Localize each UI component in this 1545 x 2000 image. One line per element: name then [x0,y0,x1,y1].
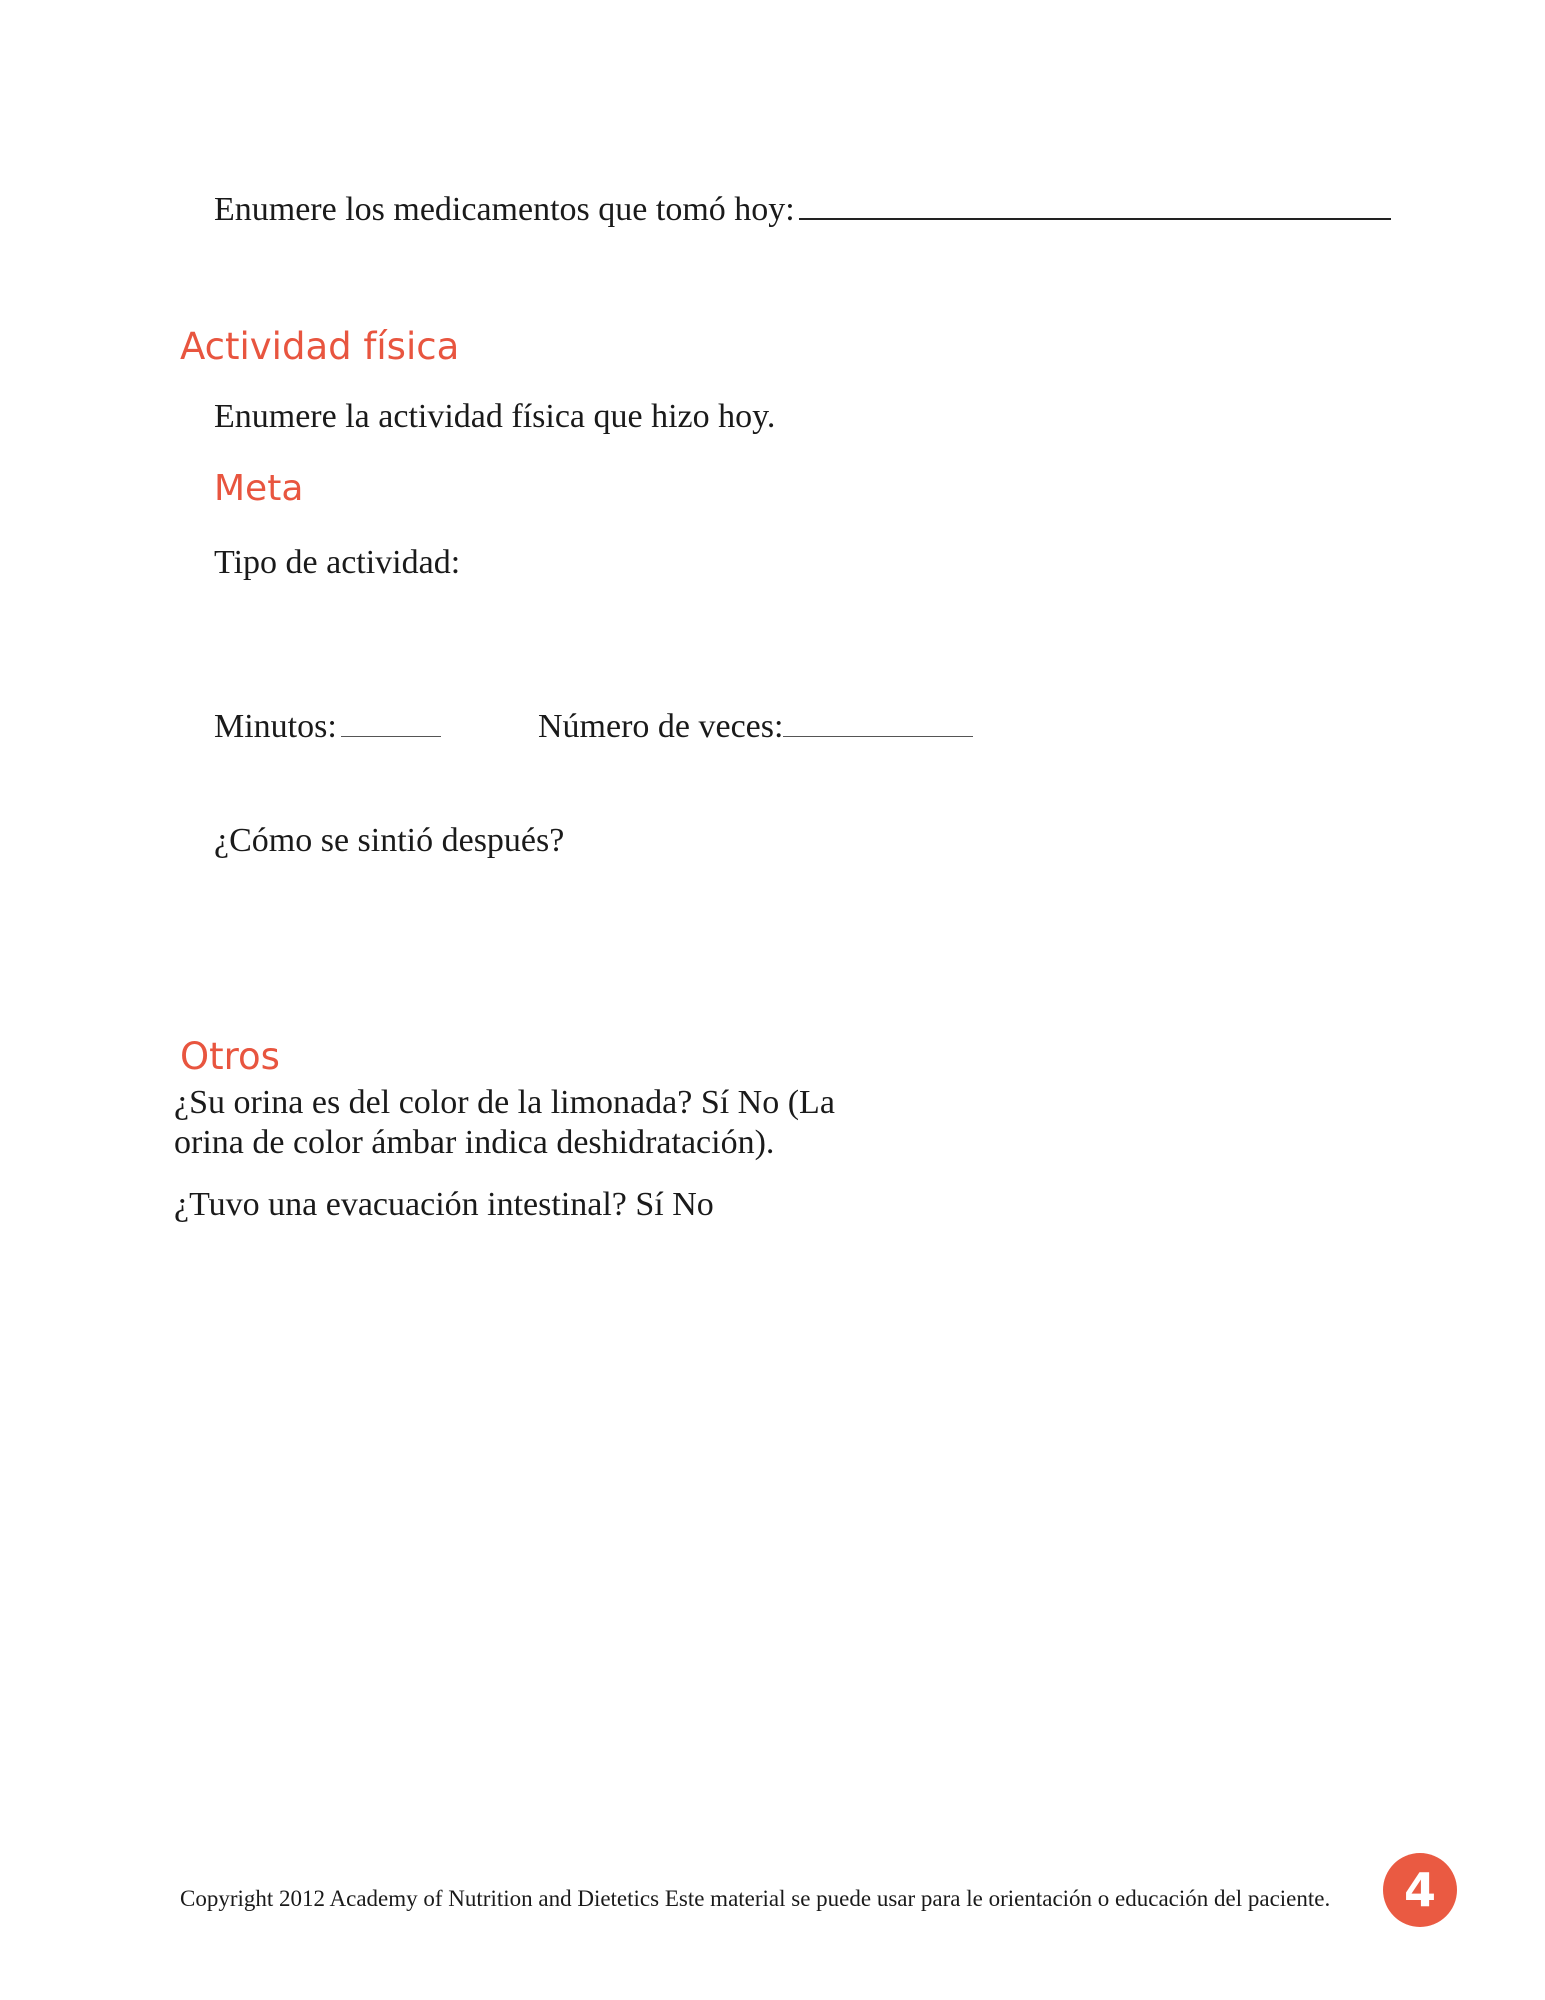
medications-prompt: Enumere los medicamentos que tomó hoy: [214,191,795,228]
minutes-label: Minutos: [214,708,337,745]
physical-activity-heading: Actividad física [180,325,460,368]
medications-row [214,190,1391,231]
others-heading: Otros [180,1035,280,1078]
medications-blank-line[interactable] [799,217,1391,220]
feeling-question: ¿Cómo se sintió después? [214,822,565,859]
page-number-badge: 4 [1383,1853,1457,1927]
urine-question: ¿Su orina es del color de la limonada? Sí No (La orina de color ámbar indica deshidratación). [174,1084,835,1161]
times-blank-line[interactable] [783,735,973,737]
goal-heading: Meta [214,468,304,509]
activity-type-label: Tipo de actividad: [214,544,461,581]
minutes-blank-line[interactable] [341,735,441,737]
physical-activity-prompt: Enumere la actividad física que hizo hoy. [214,398,776,435]
copyright-footer: Copyright 2012 Academy of Nutrition and Dietetics Este material se puede usar para le orientación o educación del paciente. [180,1886,1331,1911]
times-label: Número de veces: [538,708,784,745]
times-row [538,707,973,748]
minutes-row [214,707,441,748]
bowel-question: ¿Tuvo una evacuación intestinal? Sí No [174,1186,714,1223]
